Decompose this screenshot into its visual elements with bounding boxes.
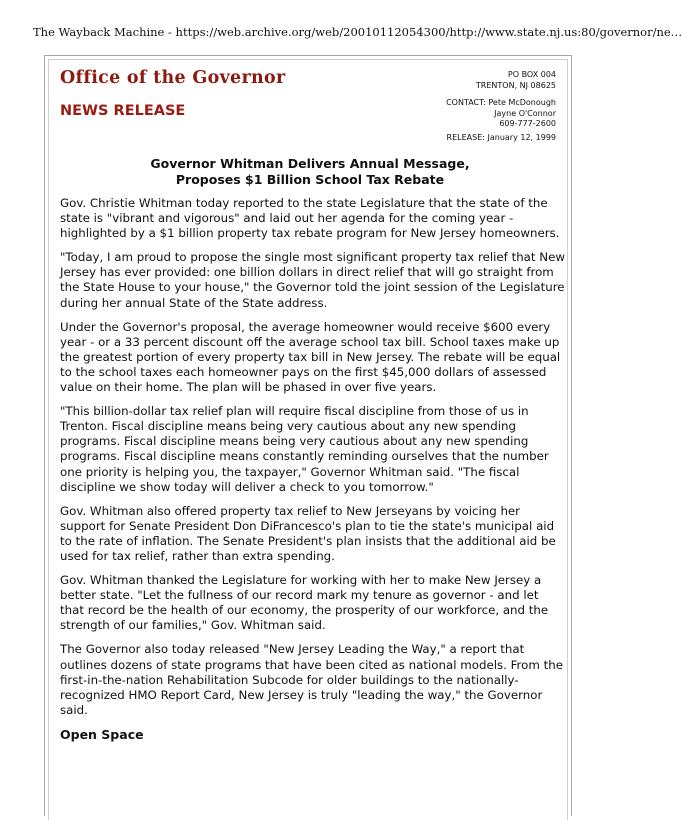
headline-line-1: Governor Whitman Delivers Annual Message, (150, 156, 470, 171)
release-date: RELEASE: January 12, 1999 (446, 133, 556, 142)
headline (60, 156, 560, 187)
mailing-address (476, 70, 556, 91)
contact-line-1: CONTACT: Pete McDonough (446, 98, 556, 107)
section-heading-open-space: Open Space (60, 726, 144, 742)
contact-line-2: Jayne O'Connor (494, 108, 556, 118)
paragraph: Under the Governor's proposal, the average homeowner would receive $600 every year - or a 33 percent discount off the average school tax bill. School taxes make up the greatest portion of every property tax bill in New Jersey. The rebate will be equal to the school taxes each homeowner pays on the first $45,000 dollars of assessed value on their home. The plan will be phased in over five years. (60, 319, 561, 395)
office-title: Office of the Governor (60, 68, 286, 88)
paragraph: Gov. Christie Whitman today reported to the state Legislature that the state of the state is "vibrant and vigorous" and laid out her agenda for the coming year - highlighted by a $1 billion property tax rebate program for New Jersey homeowners. (60, 196, 560, 241)
paragraph: The Governor also today released "New Jersey Leading the Way," a report that outlines dozens of state programs that have been cited as national models. From the first-in-the-nation Rehabilitation Subcode for older buildings to the nationally-recognized HMO Report Card, New Jersey is truly "leading the way," the Governor said. (60, 642, 563, 717)
print-header: The Wayback Machine - https://web.archive.org/web/20010112054300/http://www.state.nj.us:80/governor/ne… (33, 25, 682, 39)
paragraph: "Today, I am proud to propose the single most significant property tax relief that New Jersey has ever provided: one billion dollars in direct relief that will go straight from the State House to your house," the Governor told the joint session of the Legislature during her annual State of the State address. (60, 250, 566, 310)
address-line-1: PO BOX 004 (507, 70, 556, 79)
contact-block (446, 98, 556, 130)
paragraph: Gov. Whitman also offered property tax relief to New Jerseyans by voicing her support for Senate President Don DiFrancesco's plan to tie the state's municipal aid to the rate of inflation. The Senate President's plan insists that the additional aid be used for tax relief, rather than extra spending. (60, 503, 556, 563)
contact-line-3: 609-777-2600 (499, 119, 556, 128)
address-line-2: TRENTON, NJ 08625 (475, 80, 556, 90)
paragraph: Gov. Whitman thanked the Legislature for working with her to make New Jersey a better state. "Let the fullness of our record mark my tenure as governor - and let that record be the health of our economy, the prosperity of our workforce, and the strength of our families," Gov. Whitman said. (60, 573, 549, 633)
news-release-label: NEWS RELEASE (60, 103, 186, 119)
article-body (60, 196, 566, 742)
headline-line-2: Proposes $1 Billion School Tax Rebate (175, 171, 445, 187)
paragraph: "This billion-dollar tax relief plan will require fiscal discipline from those of us in Trenton. Fiscal discipline means being very cautious about any new spending programs. Fiscal discipline means being very cautious about any new spending programs. Fiscal discipline means constantly reminding ourselves that the number one priority is helping you, the taxpayer," Governor Whitman said. "The fiscal discipline we show today will deliver a check to you tomorrow." (60, 404, 549, 494)
